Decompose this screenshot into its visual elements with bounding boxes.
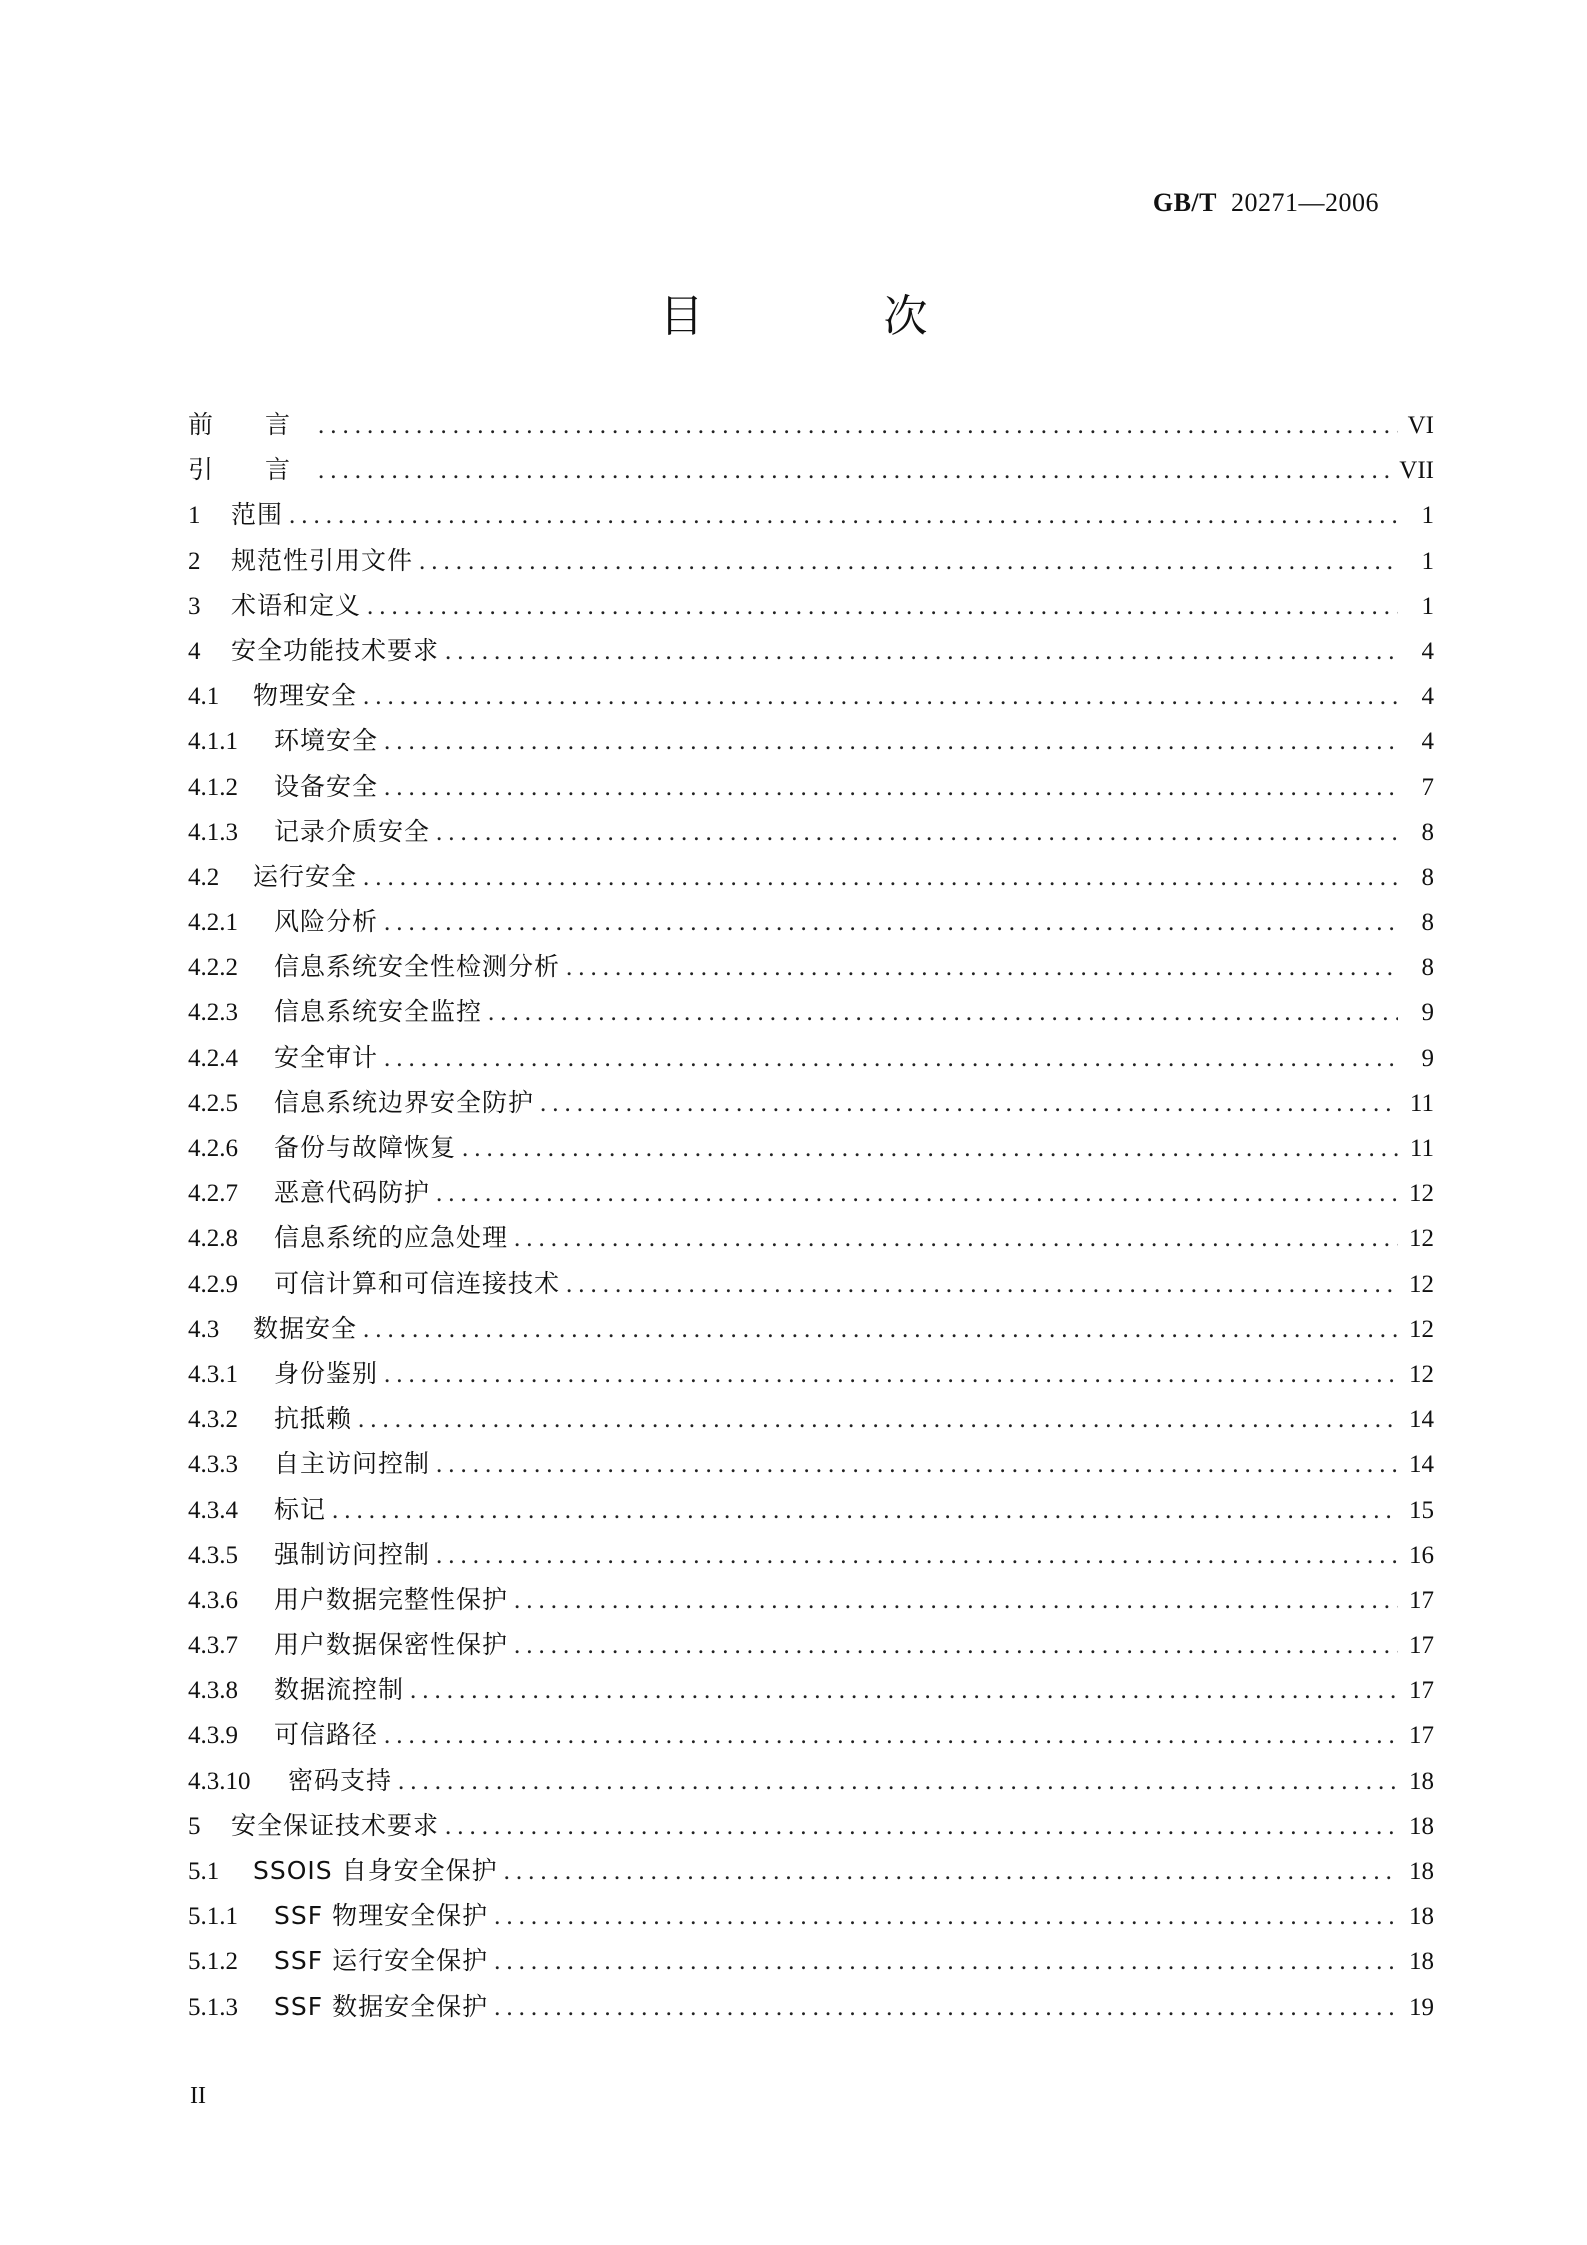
toc-leader-dots [384,728,1398,756]
toc-entry[interactable] [188,1083,1434,1128]
toc-entry-page: 18 [1409,1948,1434,1976]
toc-entry-label: 信息系统边界安全防护 [274,1087,535,1117]
toc-entry-page: 1 [1421,547,1434,575]
toc-entry-page: VI [1407,412,1434,439]
toc-leader-dots [384,909,1398,937]
toc-entry-number: 4.2.2 [188,954,238,982]
toc-leader-dots [398,1768,1398,1796]
toc-entry-number: 5.1.3 [188,1993,238,2021]
toc-entry-label: 身份鉴别 [274,1358,379,1388]
footer-page-number: II [190,2083,206,2109]
toc-entry-label: 用户数据保密性保护 [274,1630,509,1660]
toc-entry-page: 12 [1409,1270,1434,1298]
toc-entry-label: 恶意代码防护 [274,1178,431,1208]
toc-entry[interactable] [188,812,1434,857]
toc-entry-number: 4.2 [188,863,220,891]
toc-entry[interactable] [188,1038,1434,1083]
toc-entry-page: 17 [1409,1586,1434,1614]
toc-leader-dots [363,1316,1398,1344]
toc-entry-page: 18 [1409,1903,1434,1931]
toc-entry-number: 4.3.2 [188,1406,238,1434]
toc-entry[interactable] [188,992,1434,1037]
toc-entry-label: 前 言 [188,410,312,439]
toc-leader-dots [436,1542,1398,1570]
toc-entry-page: 18 [1409,1767,1434,1795]
toc-entry-number: 4.2.1 [188,909,238,937]
toc-entry-page: 8 [1421,818,1434,846]
toc-entry-label: 安全功能技术要求 [231,635,440,665]
toc-entry-number: 4.3 [188,1315,220,1343]
toc-entry-number: 4.1.1 [188,728,238,756]
toc-leader-dots [332,1497,1398,1525]
toc-leader-dots [358,1406,1398,1434]
toc-entry-number: 4.3.9 [188,1722,238,1750]
toc-entry-label: 数据安全 [253,1313,358,1343]
toc-entry-page: 16 [1409,1541,1434,1569]
toc-entry-page: 8 [1421,909,1434,937]
toc-entry-label: SSF 运行安全保护 [274,1946,489,1976]
toc-entry-number: 5.1.2 [188,1948,238,1976]
toc-leader-dots [318,457,1393,485]
toc-entry[interactable] [188,721,1434,766]
title-char-1: 目 [659,291,704,342]
toc-entry[interactable] [188,1941,1434,1986]
toc-entry-page: 4 [1421,683,1434,711]
toc-entry[interactable] [188,1625,1434,1670]
toc-entry-page: 17 [1409,1677,1434,1705]
toc-entry-label: 自主访问控制 [274,1449,431,1479]
toc-entry-number: 4.3.8 [188,1677,238,1705]
standard-code [1153,188,1379,218]
toc-entry-number: 4.3.4 [188,1496,238,1524]
toc-entry-number: 5 [188,1812,201,1840]
toc-entry[interactable] [188,1264,1434,1309]
table-of-contents [188,405,1434,2032]
toc-entry-label: 密码支持 [288,1765,393,1795]
toc-leader-dots [384,1722,1398,1750]
toc-entry-page: 12 [1409,1225,1434,1253]
toc-entry[interactable] [188,1580,1434,1625]
toc-entry-number: 4.3.7 [188,1632,238,1660]
toc-entry-number: 4.3.3 [188,1451,238,1479]
toc-entry[interactable] [188,947,1434,992]
toc-leader-dots [494,1994,1398,2022]
toc-entry-label: 设备安全 [274,771,379,801]
toc-entry-page: 9 [1421,999,1434,1027]
toc-entry-label: 强制访问控制 [274,1539,431,1569]
toc-entry-number: 4.2.3 [188,999,238,1027]
toc-leader-dots [419,548,1398,576]
toc-entry-page: 4 [1421,637,1434,665]
toc-entry-label: 范围 [231,500,284,530]
toc-entry-label: 可信计算和可信连接技术 [274,1268,561,1298]
toc-entry-page: 1 [1421,502,1434,530]
toc-leader-dots [514,1225,1398,1253]
toc-leader-dots [462,1135,1398,1163]
toc-entry-number: 4.1.3 [188,818,238,846]
toc-leader-dots [566,1271,1398,1299]
toc-entry-number: 4.3.10 [188,1767,251,1795]
toc-entry-page: 17 [1409,1722,1434,1750]
toc-entry[interactable] [188,541,1434,586]
toc-entry-label: SSF 物理安全保护 [274,1901,489,1931]
toc-entry-page: 18 [1409,1858,1434,1885]
toc-entry[interactable] [188,676,1434,721]
toc-entry-label: 数据流控制 [274,1675,405,1705]
toc-entry[interactable] [188,857,1434,902]
toc-entry-label: 规范性引用文件 [231,545,414,575]
toc-leader-dots [363,864,1398,892]
toc-entry-number: 4.2.9 [188,1270,238,1298]
toc-entry[interactable] [188,1354,1434,1399]
toc-entry[interactable] [188,1309,1434,1354]
toc-entry-number: 4.2.4 [188,1044,238,1072]
toc-entry-label: 信息系统安全监控 [274,997,483,1027]
toc-entry-page: 12 [1409,1315,1434,1343]
toc-leader-dots [514,1587,1398,1615]
toc-entry-number: 4.3.6 [188,1586,238,1614]
toc-entry[interactable] [188,631,1434,676]
toc-entry-number: 4 [188,637,201,665]
toc-entry[interactable] [188,1535,1434,1580]
toc-entry-label: 信息系统的应急处理 [274,1223,509,1253]
toc-entry-number: 3 [188,592,201,620]
toc-leader-dots [289,502,1398,530]
toc-entry-page: 15 [1409,1496,1434,1524]
toc-entry[interactable] [188,767,1434,812]
toc-leader-dots [488,999,1398,1027]
toc-entry-number: 5.1 [188,1858,220,1885]
toc-entry-number: 1 [188,502,201,530]
toc-entry[interactable] [188,1670,1434,1715]
toc-leader-dots [384,1361,1398,1389]
toc-leader-dots [540,1090,1398,1118]
toc-entry-label: 备份与故障恢复 [274,1133,457,1162]
toc-leader-dots [514,1632,1398,1660]
toc-entry-label: 安全审计 [274,1042,379,1072]
toc-leader-dots [318,412,1398,440]
toc-leader-dots [410,1677,1398,1705]
toc-entry-label: 术语和定义 [231,590,362,620]
toc-entry-number: 4.1 [188,683,220,711]
toc-entry[interactable] [188,586,1434,631]
toc-entry-page: 11 [1409,1135,1434,1162]
toc-leader-dots [494,1948,1398,1976]
toc-leader-dots [367,593,1398,621]
toc-entry-label: 信息系统安全性检测分析 [274,952,561,982]
toc-leader-dots [384,774,1398,802]
toc-entry-page: 11 [1409,1089,1434,1117]
toc-leader-dots [436,819,1398,847]
toc-entry-label: 安全保证技术要求 [231,1810,440,1840]
toc-entry-label: 引 言 [188,455,312,485]
toc-entry-page: 19 [1409,1993,1434,2021]
toc-entry[interactable] [188,1490,1434,1535]
toc-entry[interactable] [188,495,1434,540]
toc-entry-page: 8 [1421,954,1434,982]
toc-leader-dots [566,954,1398,982]
toc-entry-page: 7 [1421,773,1434,801]
toc-entry[interactable] [188,1987,1434,2032]
toc-leader-dots [384,1045,1398,1073]
toc-entry-label: SSOIS 自身安全保护 [253,1856,498,1885]
toc-entry[interactable] [188,1761,1434,1806]
page-title [0,280,1587,344]
toc-entry[interactable] [188,1715,1434,1760]
toc-entry-number: 4.2.7 [188,1180,238,1208]
toc-entry-page: 1 [1421,592,1434,620]
toc-entry[interactable] [188,1218,1434,1263]
toc-leader-dots [504,1858,1398,1886]
toc-leader-dots [494,1903,1398,1931]
toc-entry-label: 用户数据完整性保护 [274,1584,509,1614]
toc-entry-number: 4.3.5 [188,1541,238,1569]
toc-entry-label: 抗抵赖 [274,1404,353,1434]
toc-entry-page: 9 [1421,1044,1434,1072]
toc-entry-number: 4.1.2 [188,773,238,801]
toc-entry-number: 2 [188,547,201,575]
toc-leader-dots [436,1180,1398,1208]
toc-entry-label: 标记 [274,1494,327,1524]
toc-leader-dots [445,638,1398,666]
toc-entry-page: 14 [1409,1451,1434,1479]
toc-entry-label: 可信路径 [274,1720,379,1750]
toc-entry-page: 12 [1409,1360,1434,1388]
toc-entry[interactable] [188,405,1434,450]
toc-leader-dots [445,1813,1398,1841]
toc-entry-number: 4.2.6 [188,1135,238,1162]
toc-leader-dots [363,683,1398,711]
toc-entry-label: 风险分析 [274,907,379,937]
toc-entry[interactable] [188,1173,1434,1218]
toc-entry-page: 18 [1409,1812,1434,1840]
toc-entry[interactable] [188,1128,1434,1173]
toc-entry-number: 4.3.1 [188,1360,238,1388]
toc-entry-label: 环境安全 [274,726,379,756]
toc-entry-page: 4 [1421,728,1434,756]
toc-entry[interactable] [188,1896,1434,1941]
toc-entry-number: 4.2.5 [188,1089,238,1117]
standard-number: 20271—2006 [1231,188,1379,217]
toc-entry-label: 运行安全 [253,861,358,891]
toc-entry[interactable] [188,1399,1434,1444]
toc-entry-page: 14 [1409,1406,1434,1434]
toc-entry-page: 12 [1409,1180,1434,1208]
toc-entry[interactable] [188,450,1434,495]
toc-entry-number: 5.1.1 [188,1903,238,1931]
toc-entry-page: VII [1399,457,1434,485]
standard-prefix: GB/T [1152,188,1217,217]
toc-entry-label: 物理安全 [253,681,358,711]
toc-entry[interactable] [188,1851,1434,1896]
toc-entry[interactable] [188,1444,1434,1489]
title-char-2: 次 [883,291,928,342]
toc-entry-label: SSF 数据安全保护 [274,1991,489,2021]
toc-entry[interactable] [188,902,1434,947]
toc-entry[interactable] [188,1806,1434,1851]
toc-leader-dots [436,1451,1398,1479]
toc-entry-label: 记录介质安全 [274,816,431,846]
toc-entry-page: 17 [1409,1632,1434,1660]
toc-entry-page: 8 [1421,863,1434,891]
toc-entry-number: 4.2.8 [188,1225,238,1253]
